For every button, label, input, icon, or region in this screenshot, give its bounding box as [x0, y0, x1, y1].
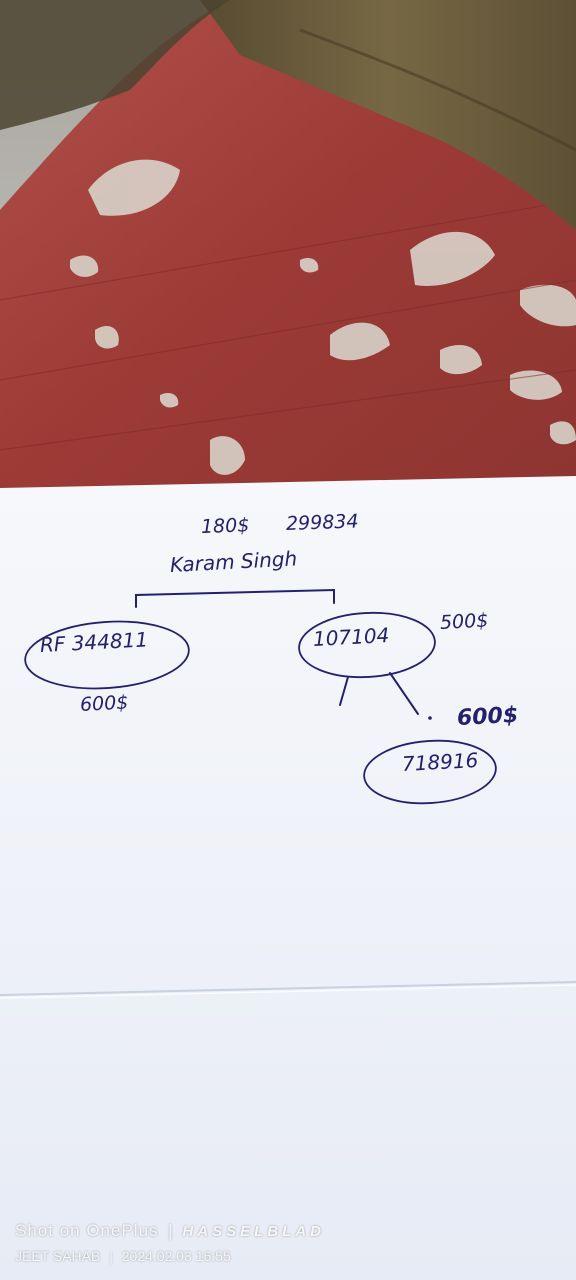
watermark-datetime: 2024.02.03 16:55: [121, 1248, 231, 1264]
root-name: Karam Singh: [169, 546, 298, 577]
paper-sheet: [0, 476, 576, 1280]
left-child-amount: 600$: [79, 691, 129, 716]
watermark-divider-2: |: [109, 1248, 113, 1264]
watermark-shot-on: Shot on OnePlus: [15, 1221, 159, 1240]
grandchild-amount: 600$: [456, 702, 519, 731]
right-child-amount: 500$: [439, 609, 489, 634]
top-id: 299834: [285, 510, 359, 535]
left-child-id: RF 344811: [39, 627, 149, 657]
top-left-amount: 180$: [200, 514, 250, 538]
watermark-author: JEET SAHAB: [15, 1248, 101, 1264]
grandchild-id: 718916: [401, 748, 479, 776]
right-child-id: 107104: [312, 623, 390, 651]
watermark-brand: HASSELBLAD: [182, 1223, 325, 1240]
watermark-line-1: [15, 1221, 325, 1241]
watermark-line-2: [15, 1248, 231, 1264]
ink-dot: [428, 716, 432, 720]
watermark-divider: |: [168, 1221, 173, 1240]
